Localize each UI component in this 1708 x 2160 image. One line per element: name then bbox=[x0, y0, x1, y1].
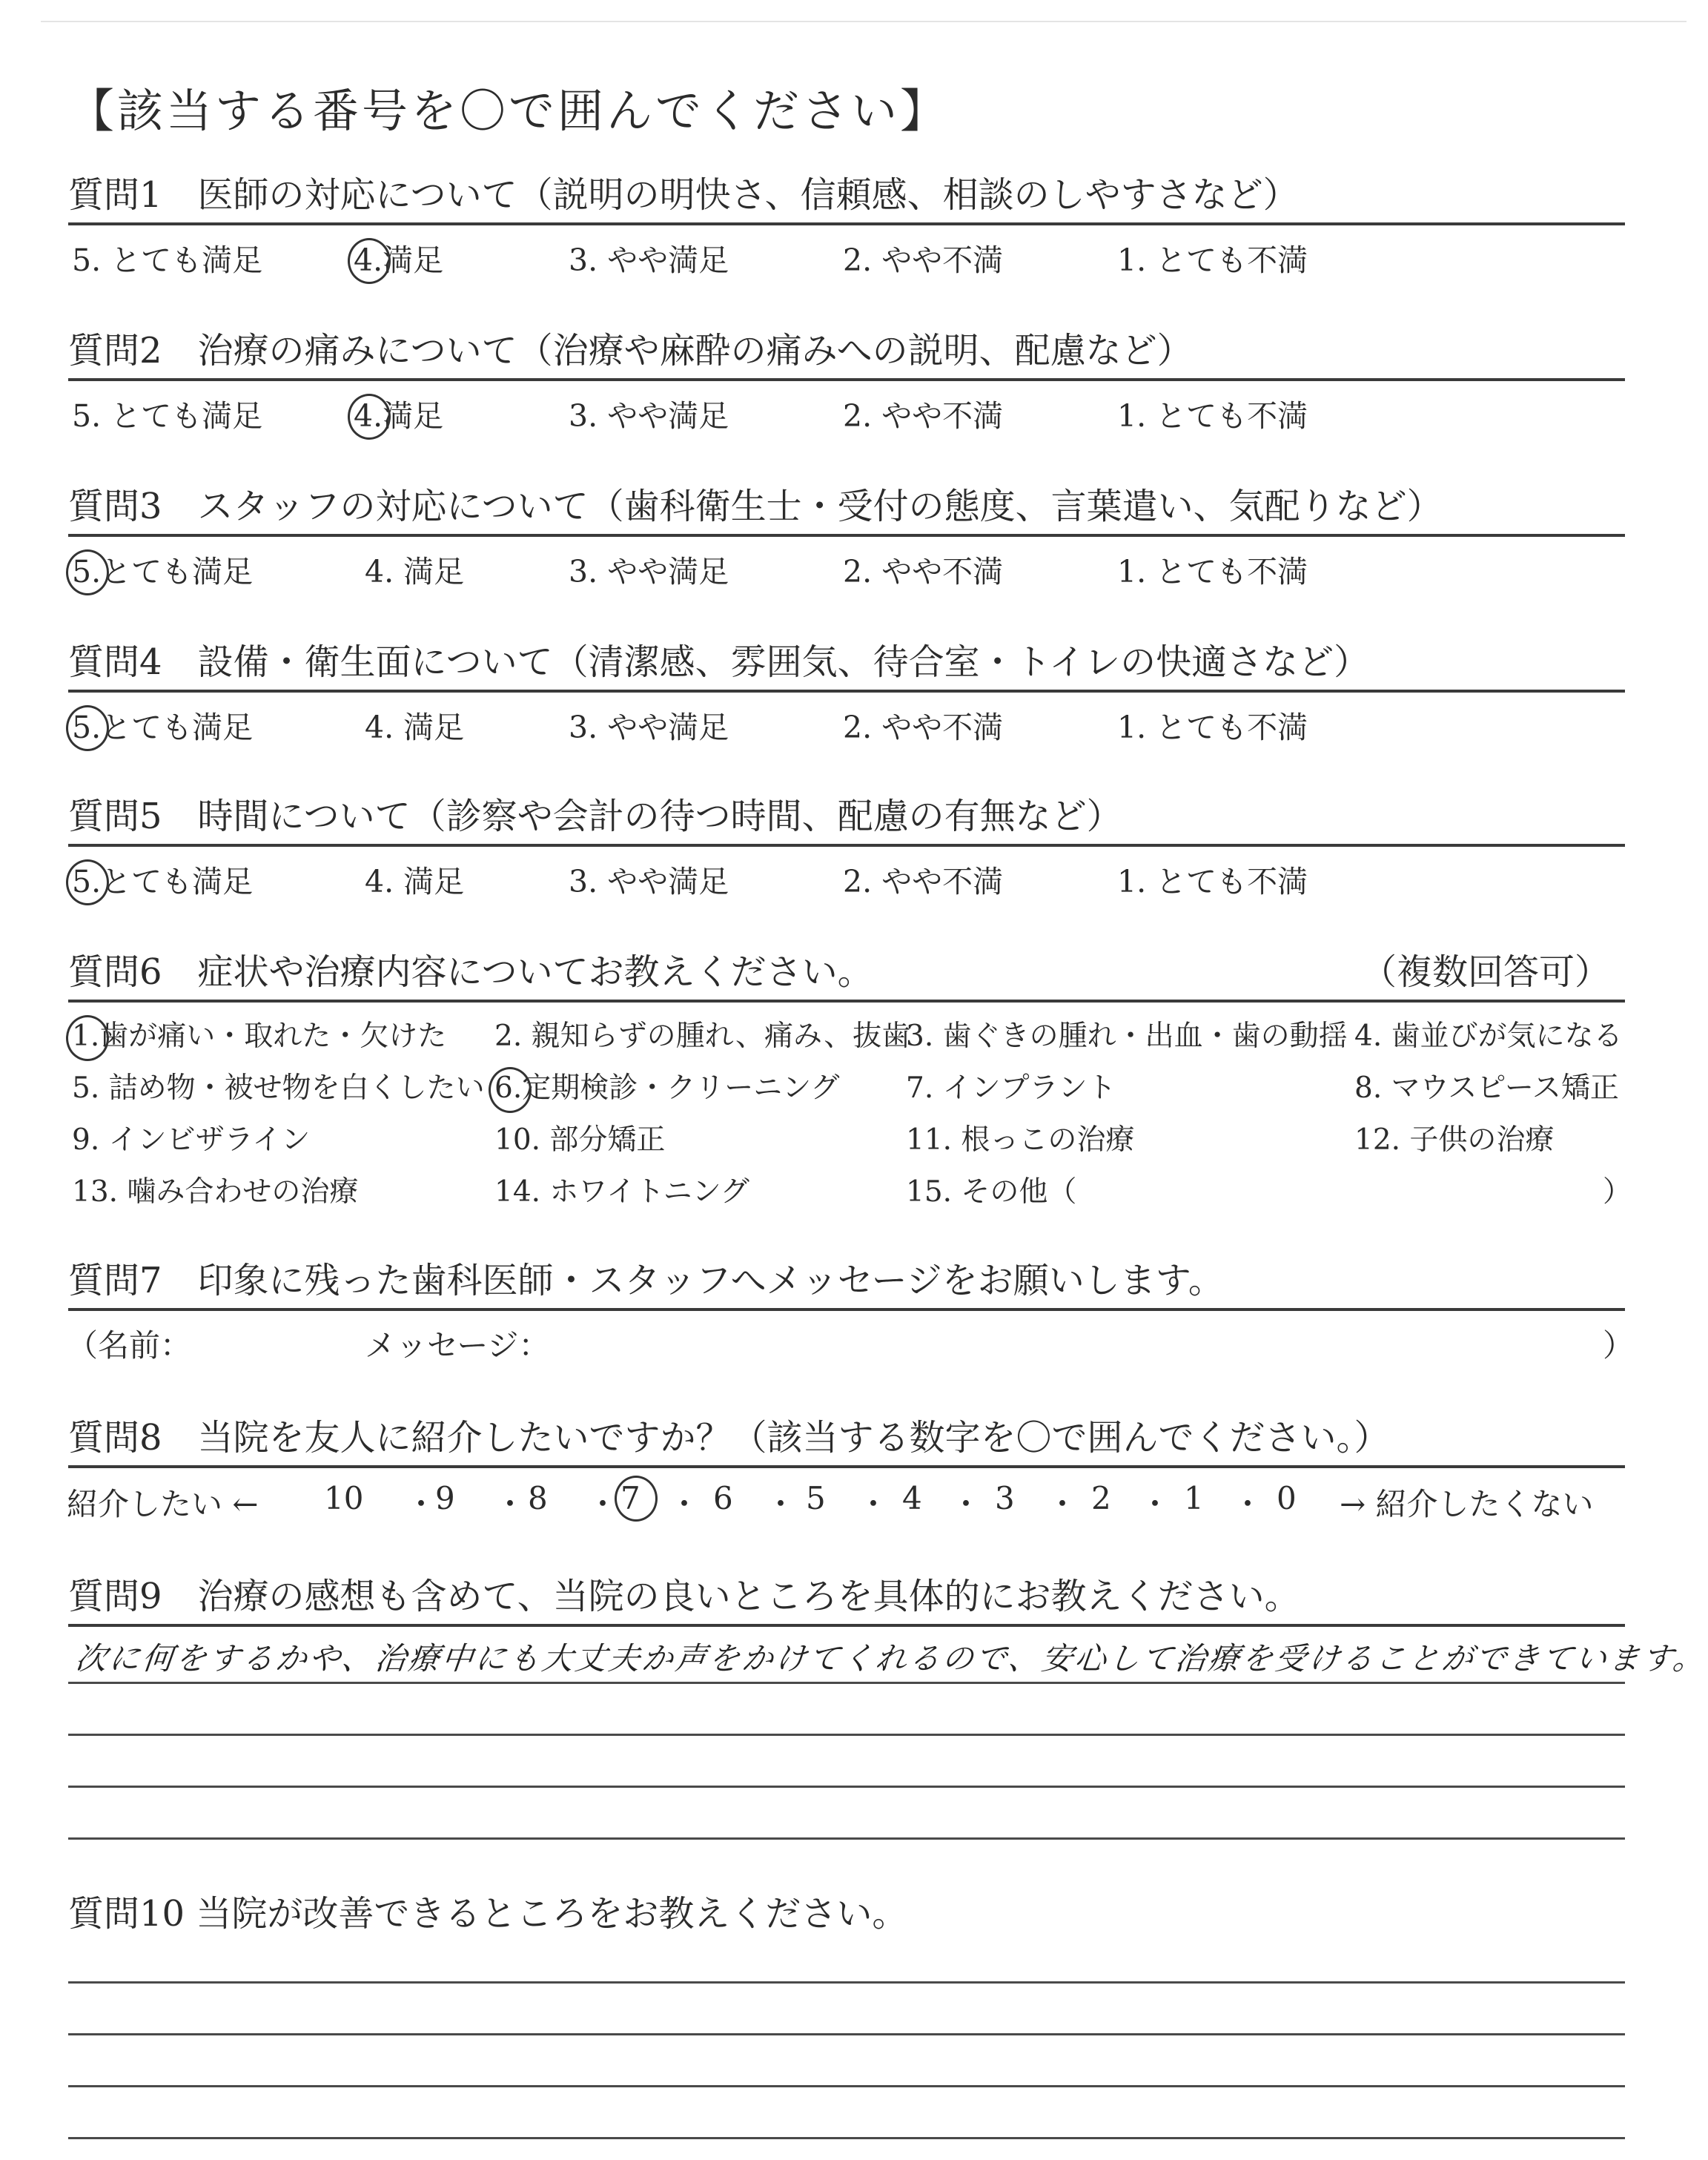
scale-sep: ・ bbox=[669, 1486, 701, 1522]
question-6 bbox=[68, 949, 1632, 1228]
q6-item-1-selected[interactable]: 1.歯が痛い・取れた・欠けた bbox=[72, 1020, 447, 1053]
answer-line bbox=[68, 1734, 1625, 1736]
option-3[interactable]: 3. やや満足 bbox=[569, 554, 729, 589]
scale-4[interactable]: 4 bbox=[902, 1480, 922, 1516]
selected-number: 1. bbox=[72, 1020, 100, 1053]
scale-2[interactable]: 2 bbox=[1091, 1480, 1111, 1516]
option-1[interactable]: 1. とても不満 bbox=[1117, 398, 1308, 434]
selected-number: 6. bbox=[494, 1071, 523, 1105]
option-3[interactable]: 3. やや満足 bbox=[569, 242, 729, 278]
option-4[interactable]: 4. 満足 bbox=[365, 710, 465, 745]
question-8 bbox=[68, 1415, 1625, 1522]
q6-item-6-selected[interactable]: 6.定期検診・クリーニング bbox=[494, 1071, 840, 1105]
q6-item-5[interactable]: 5. 詰め物・被せ物を白くしたい bbox=[72, 1071, 485, 1105]
question-3-options bbox=[68, 543, 1625, 587]
scale-6[interactable]: 6 bbox=[713, 1480, 733, 1516]
option-5[interactable]: 5. とても満足 bbox=[72, 398, 263, 434]
option-3[interactable]: 3. やや満足 bbox=[569, 864, 729, 899]
scale-8[interactable]: 8 bbox=[528, 1480, 548, 1516]
scale-sep: ・ bbox=[1232, 1486, 1264, 1522]
q6-item-3[interactable]: 3. 歯ぐきの腫れ・出血・歯の動揺 bbox=[906, 1020, 1348, 1053]
question-10 bbox=[68, 1891, 1625, 1941]
question-2-title: 質問2 治療の痛みについて（治療や麻酔の痛みへの説明、配慮など） bbox=[68, 330, 1193, 371]
answer-line bbox=[68, 2137, 1625, 2139]
question-9-title: 質問9 治療の感想も含めて、当院の良いところを具体的にお教えください。 bbox=[68, 1576, 1300, 1617]
question-4 bbox=[68, 639, 1625, 743]
option-5-selected[interactable]: 5.とても満足 bbox=[72, 710, 254, 745]
handwritten-answer[interactable]: 次に何をするかや、治療中にも大丈夫か声をかけてくれるので、安心して治療を受けることができています。 bbox=[73, 1640, 1708, 1677]
scale-sep: ・ bbox=[1047, 1486, 1079, 1522]
question-5-title: 質問5 時間について（診察や会計の待つ時間、配慮の有無など） bbox=[68, 796, 1122, 837]
scale-sep: ・ bbox=[1139, 1486, 1171, 1522]
q6-item-14[interactable]: 14. ホワイトニング bbox=[494, 1175, 749, 1209]
selected-number: 5. bbox=[72, 554, 102, 589]
question-8-title: 質問8 当院を友人に紹介したいですか？（該当する数字を〇で囲んでください。） bbox=[68, 1417, 1390, 1459]
question-4-title: 質問4 設備・衛生面について（清潔感、雰囲気、待合室・トイレの快適さなど） bbox=[68, 641, 1370, 683]
question-10-title: 質問10 当院が改善できるところをお教えください。 bbox=[68, 1893, 908, 1935]
answer-line bbox=[68, 1682, 1625, 1684]
question-7-title: 質問7 印象に残った歯科医師・スタッフへメッセージをお願いします。 bbox=[68, 1260, 1224, 1301]
scan-edge-line bbox=[41, 21, 1687, 22]
divider bbox=[68, 222, 1625, 225]
instruction-heading: 【該当する番号を〇で囲んでください】 bbox=[68, 84, 950, 138]
scale-sep: ・ bbox=[494, 1486, 526, 1522]
question-5-options bbox=[68, 853, 1625, 897]
scale-9[interactable]: 9 bbox=[435, 1480, 455, 1516]
name-label: （名前： bbox=[67, 1327, 192, 1364]
answer-line bbox=[68, 1981, 1625, 1984]
selected-number: 7 bbox=[620, 1480, 640, 1516]
divider bbox=[68, 378, 1625, 381]
option-2[interactable]: 2. やや不満 bbox=[843, 554, 1004, 589]
answer-line bbox=[68, 1837, 1625, 1840]
q6-item-2[interactable]: 2. 親知らずの腫れ、痛み、抜歯 bbox=[494, 1020, 911, 1053]
option-5-selected[interactable]: 5.とても満足 bbox=[72, 864, 254, 899]
question-6-title: 質問6 症状や治療内容についてお教えください。 （複数回答可） bbox=[68, 949, 1625, 995]
question-3 bbox=[68, 483, 1625, 587]
option-1[interactable]: 1. とても不満 bbox=[1117, 554, 1308, 589]
option-5-selected[interactable]: 5.とても満足 bbox=[72, 554, 254, 589]
divider bbox=[68, 534, 1625, 537]
q6-item-4[interactable]: 4. 歯並びが気になる bbox=[1354, 1020, 1623, 1053]
selected-number: 5. bbox=[72, 864, 102, 899]
option-1[interactable]: 1. とても不満 bbox=[1117, 864, 1308, 899]
option-1[interactable]: 1. とても不満 bbox=[1117, 710, 1308, 745]
scale-0[interactable]: 0 bbox=[1277, 1480, 1297, 1516]
scale-5[interactable]: 5 bbox=[806, 1480, 826, 1516]
option-4[interactable]: 4. 満足 bbox=[365, 554, 465, 589]
q6-item-8[interactable]: 8. マウスピース矯正 bbox=[1354, 1071, 1619, 1105]
message-label: メッセージ： bbox=[365, 1327, 550, 1364]
scale-left-label: 紹介したい ← bbox=[67, 1486, 259, 1522]
question-3-title: 質問3 スタッフの対応について（歯科衛生士・受付の態度、言葉遣い、気配りなど） bbox=[68, 486, 1443, 527]
divider bbox=[68, 1308, 1625, 1311]
option-1[interactable]: 1. とても不満 bbox=[1117, 242, 1308, 278]
option-4-selected[interactable]: 4.満足 bbox=[354, 242, 444, 278]
divider bbox=[68, 1000, 1625, 1003]
question-2-options bbox=[68, 387, 1625, 432]
question-5 bbox=[68, 793, 1625, 897]
question-7 bbox=[67, 1258, 1635, 1364]
option-2[interactable]: 2. やや不満 bbox=[843, 864, 1004, 899]
scale-10[interactable]: 10 bbox=[324, 1480, 364, 1516]
question-4-options bbox=[68, 698, 1625, 743]
scale-3[interactable]: 3 bbox=[995, 1480, 1015, 1516]
option-2[interactable]: 2. やや不満 bbox=[843, 398, 1004, 434]
divider bbox=[68, 1624, 1625, 1627]
selected-number: 5. bbox=[72, 710, 102, 745]
question-9 bbox=[68, 1573, 1708, 1677]
question-6-options bbox=[68, 1013, 1632, 1228]
q6-item-9[interactable]: 9. インビザライン bbox=[72, 1123, 311, 1157]
q6-item-13[interactable]: 13. 噛み合わせの治療 bbox=[72, 1175, 359, 1209]
q6-item-15-other[interactable]: 15. その他（ bbox=[906, 1175, 1077, 1209]
message-close-paren: ） bbox=[1603, 1327, 1635, 1364]
other-close-paren: ） bbox=[1603, 1175, 1632, 1209]
question-7-fields bbox=[67, 1317, 1635, 1364]
q6-item-7[interactable]: 7. インプラント bbox=[906, 1071, 1116, 1105]
option-2[interactable]: 2. やや不満 bbox=[843, 242, 1004, 278]
option-3[interactable]: 3. やや満足 bbox=[569, 710, 729, 745]
answer-line bbox=[68, 2033, 1625, 2035]
question-2 bbox=[68, 328, 1625, 432]
scale-1[interactable]: 1 bbox=[1184, 1480, 1204, 1516]
recommend-scale bbox=[68, 1476, 1625, 1522]
question-1 bbox=[68, 172, 1625, 276]
scale-7-selected[interactable] bbox=[620, 1480, 640, 1516]
option-4-selected[interactable]: 4.満足 bbox=[354, 398, 444, 434]
selected-number: 4. bbox=[354, 398, 383, 434]
scale-sep: ・ bbox=[765, 1486, 797, 1522]
scale-right-label: → 紹介したくない bbox=[1340, 1486, 1594, 1522]
q6-item-11[interactable]: 11. 根っこの治療 bbox=[906, 1123, 1135, 1157]
answer-line bbox=[68, 2085, 1625, 2087]
selected-number: 4. bbox=[354, 242, 383, 278]
scale-sep: ・ bbox=[587, 1486, 619, 1522]
scale-sep: ・ bbox=[950, 1486, 982, 1522]
q6-item-10[interactable]: 10. 部分矯正 bbox=[494, 1123, 666, 1157]
multiple-answers-note: （複数回答可） bbox=[1360, 951, 1610, 993]
scale-sep: ・ bbox=[858, 1486, 890, 1522]
question-1-title: 質問1 医師の対応について（説明の明快さ、信頼感、相談のしやすさなど） bbox=[68, 174, 1299, 216]
answer-line bbox=[68, 1786, 1625, 1788]
divider bbox=[68, 844, 1625, 847]
option-5[interactable]: 5. とても満足 bbox=[72, 242, 263, 278]
option-3[interactable]: 3. やや満足 bbox=[569, 398, 729, 434]
q6-item-12[interactable]: 12. 子供の治療 bbox=[1354, 1123, 1555, 1157]
option-4[interactable]: 4. 満足 bbox=[365, 864, 465, 899]
option-2[interactable]: 2. やや不満 bbox=[843, 710, 1004, 745]
divider bbox=[68, 1465, 1625, 1468]
divider bbox=[68, 690, 1625, 693]
scale-sep: ・ bbox=[406, 1486, 437, 1522]
question-1-options bbox=[68, 231, 1625, 276]
